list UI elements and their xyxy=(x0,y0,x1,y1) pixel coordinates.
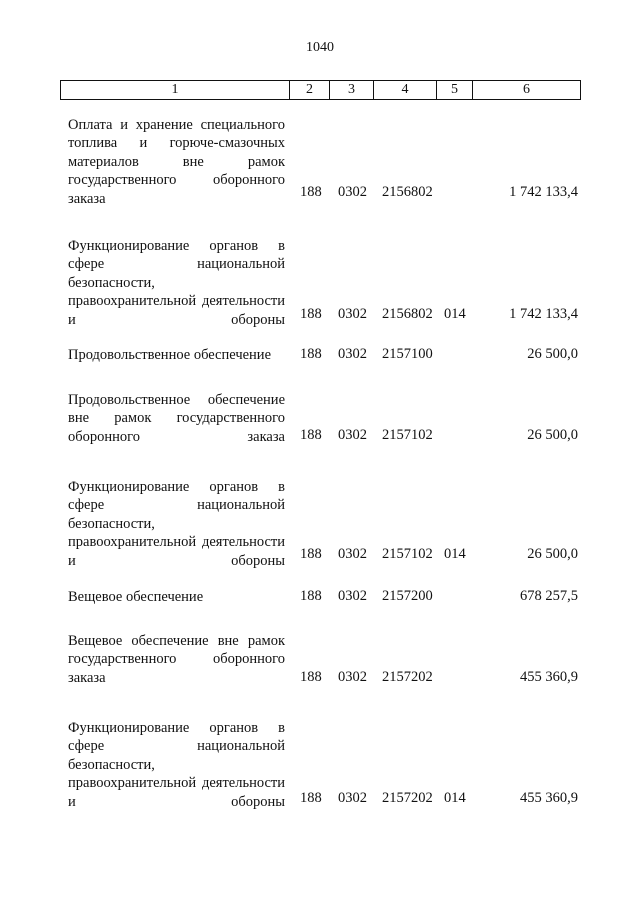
row-description: Вещевое обеспечение xyxy=(68,589,204,605)
row-code-4: 2156802 xyxy=(382,306,433,322)
header-col-6: 6 xyxy=(523,82,530,97)
header-col-3: 3 xyxy=(330,81,374,99)
header-col-1: 1 xyxy=(61,81,290,99)
row-amount: 1 742 133,4 xyxy=(509,306,578,322)
row-code-4: 2157202 xyxy=(382,790,433,806)
row-code-2: 188 xyxy=(300,546,322,562)
row-description: Продовольственное обеспечение вне рамок государственного оборонного заказа xyxy=(68,392,285,445)
row-amount: 455 360,9 xyxy=(520,790,578,806)
row-code-3: 0302 xyxy=(338,184,367,200)
row-code-5: 014 xyxy=(444,790,466,806)
row-code-4: 2157200 xyxy=(382,588,433,604)
row-code-2: 188 xyxy=(300,427,322,443)
row-code-5: 014 xyxy=(444,306,466,322)
row-code-3: 0302 xyxy=(338,669,367,685)
row-code-5: 014 xyxy=(444,546,466,562)
row-description: Функционирование органов в сфере национальной безопасности, правоохранительной деятельности и обороны xyxy=(68,238,285,328)
row-description: Оплата и хранение специального топлива и горюче-смазочных материалов вне рамок государственного оборонного заказа xyxy=(68,117,285,207)
row-code-2: 188 xyxy=(300,790,322,806)
row-code-2: 188 xyxy=(300,306,322,322)
row-code-3: 0302 xyxy=(338,588,367,604)
row-amount: 455 360,9 xyxy=(520,669,578,685)
row-description: Продовольственное обеспечение xyxy=(68,347,271,363)
row-amount: 1 742 133,4 xyxy=(509,184,578,200)
header-col-5: 5 xyxy=(437,81,473,99)
row-code-4: 2157102 xyxy=(382,427,433,443)
row-code-3: 0302 xyxy=(338,427,367,443)
row-description: Функционирование органов в сфере национальной безопасности, правоохранительной деятельности и обороны xyxy=(68,720,285,810)
header-col-2: 2 xyxy=(290,81,330,99)
row-code-4: 2157202 xyxy=(382,669,433,685)
row-amount: 678 257,5 xyxy=(520,588,578,604)
row-description: Вещевое обеспечение вне рамок государственного оборонного заказа xyxy=(68,633,285,686)
row-code-3: 0302 xyxy=(338,546,367,562)
table-header xyxy=(60,80,581,100)
row-code-4: 2156802 xyxy=(382,184,433,200)
row-code-4: 2157100 xyxy=(382,346,433,362)
row-code-3: 0302 xyxy=(338,346,367,362)
row-code-2: 188 xyxy=(300,669,322,685)
row-amount: 26 500,0 xyxy=(527,427,578,443)
row-code-3: 0302 xyxy=(338,306,367,322)
row-description: Функционирование органов в сфере национальной безопасности, правоохранительной деятельности и обороны xyxy=(68,479,285,569)
row-code-3: 0302 xyxy=(338,790,367,806)
row-code-4: 2157102 xyxy=(382,546,433,562)
page-number: 1040 xyxy=(306,40,334,55)
row-amount: 26 500,0 xyxy=(527,546,578,562)
row-code-2: 188 xyxy=(300,184,322,200)
row-code-2: 188 xyxy=(300,588,322,604)
header-col-4: 4 xyxy=(374,81,437,99)
row-code-2: 188 xyxy=(300,346,322,362)
row-amount: 26 500,0 xyxy=(527,346,578,362)
